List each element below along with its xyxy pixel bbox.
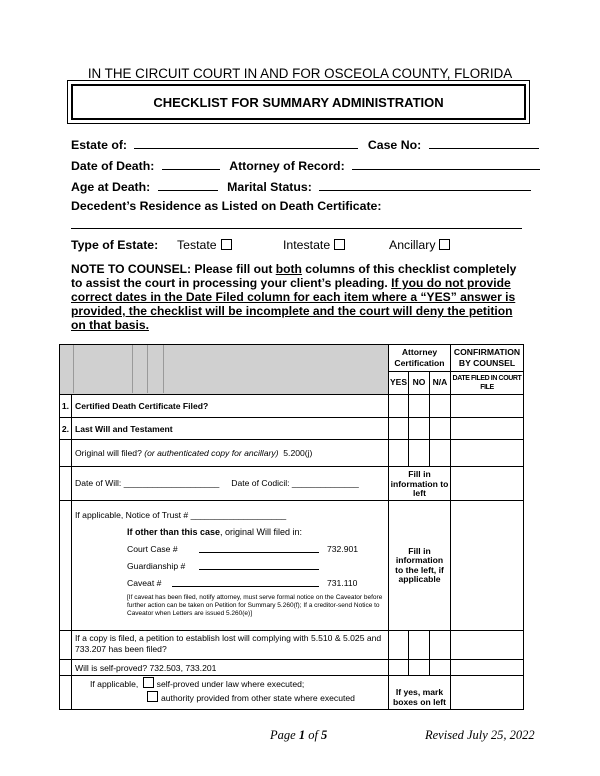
checklist-table	[59, 344, 524, 710]
guardianship-row	[75, 558, 385, 575]
case-no-label: Case No:	[367, 138, 422, 152]
caveat-label: Caveat #	[127, 578, 162, 588]
date-filed-cell[interactable]	[451, 440, 524, 467]
authority-other-state-checkbox[interactable]	[147, 691, 158, 702]
table-header-blank	[60, 345, 389, 395]
yes-cell[interactable]	[389, 440, 409, 467]
note-text-1: NOTE TO COUNSEL: Please fill out	[71, 262, 276, 276]
authority-other-state-label: authority provided from other state where executed	[161, 693, 355, 703]
date-filed-cell[interactable]	[451, 501, 524, 631]
na-cell[interactable]	[430, 660, 451, 676]
notice-of-trust: If applicable, Notice of Trust # ____________________	[75, 510, 287, 520]
type-of-estate-label: Type of Estate:	[71, 238, 159, 252]
estate-of-field[interactable]	[134, 136, 358, 149]
self-proved-text: Will is self-proved? 732.503, 733.201	[72, 660, 389, 676]
court-case-rule: 732.901	[327, 544, 359, 554]
ancillary-label: Ancillary	[389, 238, 436, 252]
attorney-of-record-label: Attorney of Record:	[229, 159, 345, 173]
date-of-death-row	[71, 157, 540, 173]
residence-field[interactable]	[71, 228, 522, 229]
table-row	[60, 418, 524, 440]
page-label: Page	[270, 728, 299, 742]
original-will-b: (or authenticated copy for ancillary)	[144, 448, 279, 458]
testate-label: Testate	[177, 238, 217, 252]
estate-of-label: Estate of:	[71, 138, 128, 152]
form-title: CHECKLIST FOR SUMMARY ADMINISTRATION	[71, 84, 526, 120]
ancillary-option[interactable]	[389, 238, 450, 252]
yes-cell[interactable]	[389, 631, 409, 660]
na-cell[interactable]	[430, 440, 451, 467]
row-number: 1.	[60, 395, 72, 418]
case-no-field[interactable]	[429, 136, 539, 149]
caveat-field[interactable]	[172, 575, 319, 587]
guardianship-label: Guardianship #	[127, 561, 186, 571]
yes-header: YES	[389, 372, 409, 395]
intestate-checkbox[interactable]	[334, 239, 345, 250]
table-row	[60, 631, 524, 660]
revision-date: Revised July 25, 2022	[425, 728, 535, 742]
page-of: of	[305, 728, 322, 742]
no-header: NO	[409, 372, 430, 395]
guardianship-field[interactable]	[199, 558, 319, 570]
other-case-rest: , original Will filed in:	[220, 527, 303, 537]
header-divider	[147, 345, 148, 393]
original-will-c: 5.200(j)	[283, 448, 313, 458]
testate-option[interactable]	[177, 238, 232, 252]
no-cell[interactable]	[409, 395, 430, 418]
table-row	[60, 660, 524, 676]
will-dates-text	[72, 467, 389, 501]
date-filed-cell[interactable]	[451, 676, 524, 710]
na-cell[interactable]	[430, 631, 451, 660]
date-filed-cell[interactable]	[451, 631, 524, 660]
attorney-of-record-field[interactable]	[352, 157, 540, 170]
table-row	[60, 395, 524, 418]
testate-checkbox[interactable]	[221, 239, 232, 250]
age-at-death-row	[71, 178, 531, 194]
intestate-option[interactable]	[283, 238, 345, 252]
date-filed-header: DATE FILED IN COURT FILE	[451, 372, 524, 395]
ancillary-checkbox[interactable]	[439, 239, 450, 250]
if-applicable-label: If applicable,	[90, 679, 139, 689]
page-current: 1	[298, 728, 306, 742]
table-row	[60, 676, 524, 710]
marital-status-label: Marital Status:	[227, 180, 312, 194]
page-number	[270, 728, 327, 743]
row-text: Certified Death Certificate Filed?	[72, 395, 389, 418]
date-of-will: Date of Will: ____________________	[75, 478, 220, 488]
na-header: N/A	[430, 372, 451, 395]
no-cell[interactable]	[409, 660, 430, 676]
type-of-estate-row	[71, 238, 158, 252]
date-filed-cell[interactable]	[451, 395, 524, 418]
caveat-rule: 731.110	[327, 578, 358, 588]
age-at-death-field[interactable]	[158, 178, 218, 191]
self-proved-law-checkbox[interactable]	[143, 677, 154, 688]
header-divider	[163, 345, 164, 393]
court-case-field[interactable]	[199, 541, 319, 553]
date-filed-cell[interactable]	[451, 660, 524, 676]
na-cell[interactable]	[430, 395, 451, 418]
form-title-box	[67, 80, 530, 124]
no-cell[interactable]	[409, 440, 430, 467]
fill-in-left-note: Fill in information to left	[389, 467, 451, 501]
court-case-label: Court Case #	[127, 544, 178, 554]
caveat-note: [If caveat has been filed, notify attorney, must serve formal notice on the Caveator before further action can be taken on Petition for Summary 5.260(f); If a creditor-send Notice to Caveator when Letters are issued 5.260(e)]	[127, 594, 383, 617]
date-of-death-label: Date of Death:	[71, 159, 155, 173]
residence-label: Decedent’s Residence as Listed on Death Certificate:	[71, 199, 382, 213]
self-proved-law-label: self-proved under law where executed;	[156, 679, 305, 689]
table-row	[60, 440, 524, 467]
yes-cell[interactable]	[389, 660, 409, 676]
notice-of-trust-block	[72, 501, 389, 631]
confirmation-header: CONFIRMATION BY COUNSEL	[451, 345, 524, 372]
age-at-death-label: Age at Death:	[71, 180, 151, 194]
table-row	[60, 501, 524, 631]
court-case-row	[75, 541, 385, 558]
date-of-codicil: Date of Codicil: ______________	[231, 478, 359, 488]
note-both: both	[275, 262, 302, 276]
caveat-row	[75, 575, 385, 592]
date-of-death-field[interactable]	[162, 157, 220, 170]
date-filed-cell[interactable]	[451, 467, 524, 501]
yes-cell[interactable]	[389, 395, 409, 418]
original-will-text	[72, 440, 389, 467]
if-yes-mark-note: If yes, mark boxes on left	[389, 676, 451, 710]
header-divider	[132, 345, 133, 393]
no-cell[interactable]	[409, 631, 430, 660]
copy-filed-text: If a copy is filed, a petition to establish lost will complying with 5.510 & 5.025 and 733.207 has been filed?	[72, 631, 389, 660]
self-proved-options	[72, 676, 389, 710]
attorney-cert-header: Attorney Certification	[389, 345, 451, 372]
fill-in-applicable-note: Fill in information to the left, if applicable	[389, 501, 451, 631]
intestate-label: Intestate	[283, 238, 331, 252]
original-will-a: Original will filed?	[75, 448, 142, 458]
row-number: 2.	[60, 418, 72, 440]
court-header: IN THE CIRCUIT COURT IN AND FOR OSCEOLA COUNTY, FLORIDA	[87, 66, 513, 81]
other-case-bold: If other than this case	[127, 527, 221, 537]
note-warning: If you do not provide correct dates in the Date Filed column for each item where a “YES” answer is provided, the checklist will be incomplete and the court will deny the petition on that basis.	[71, 276, 516, 332]
table-row	[60, 467, 524, 501]
note-to-counsel	[71, 262, 526, 332]
estate-of-row	[71, 136, 539, 152]
note-text-2: columns of this checklist completely to assist the court in processing your client’s pleading.	[71, 262, 517, 290]
header-divider	[73, 345, 74, 393]
row-text: Last Will and Testament	[72, 418, 389, 440]
marital-status-field[interactable]	[319, 178, 531, 191]
page-total: 5	[321, 728, 328, 742]
